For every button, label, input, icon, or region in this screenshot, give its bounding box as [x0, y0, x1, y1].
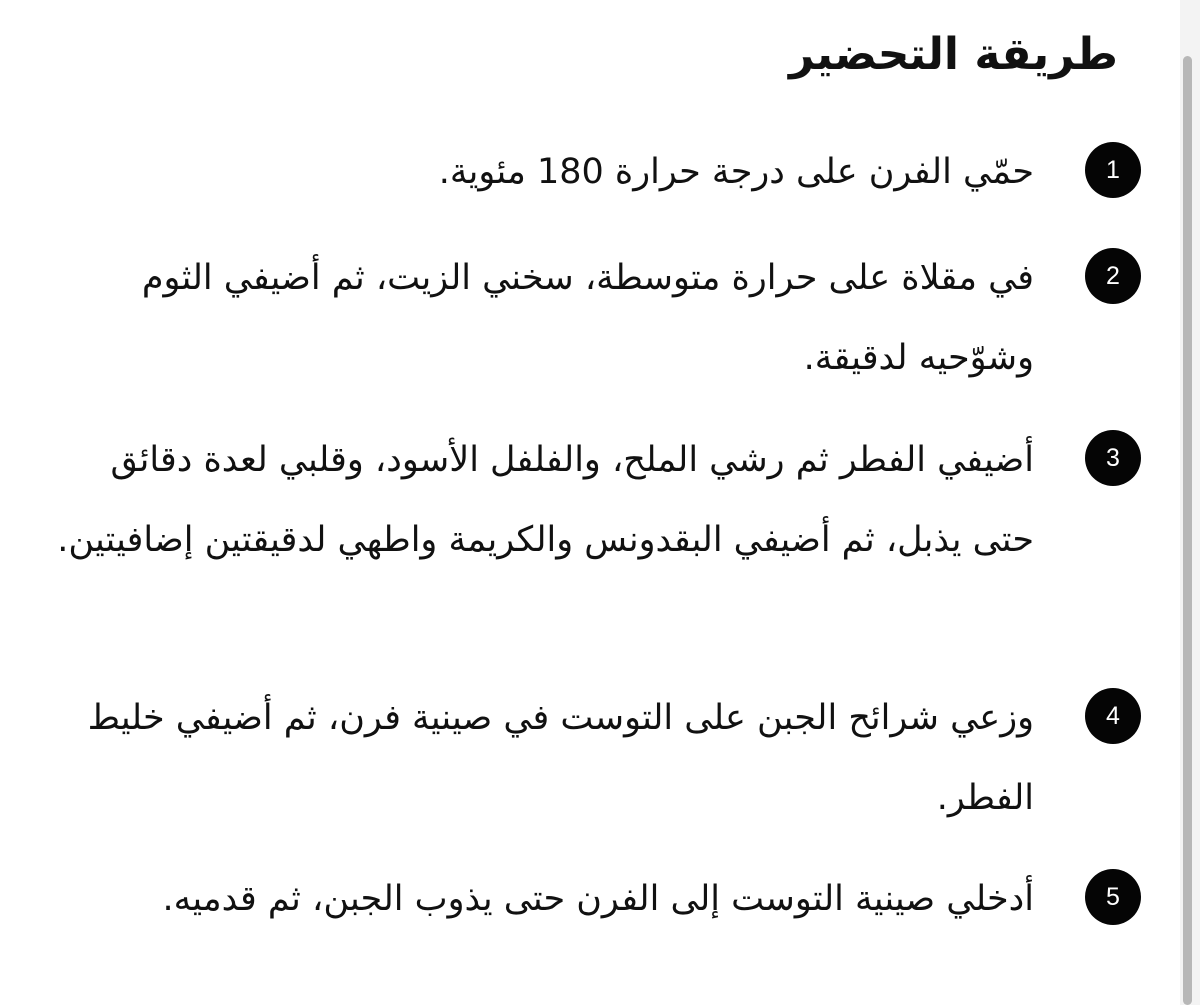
step-number: 4	[1085, 688, 1141, 744]
step-number: 3	[1085, 430, 1141, 486]
step-item	[0, 142, 1180, 192]
vertical-scrollbar[interactable]	[1180, 0, 1200, 1005]
page-title: طريقة التحضير	[789, 29, 1118, 80]
step-item	[0, 430, 1180, 560]
step-number: 5	[1085, 869, 1141, 925]
step-item	[0, 248, 1180, 378]
step-text: في مقلاة على حرارة متوسطة، سخني الزيت، ثم أضيفي الثوم وشوّحيه لدقيقة.	[141, 258, 1034, 378]
step-item	[0, 869, 1180, 919]
step-number: 2	[1085, 248, 1141, 304]
step-item	[0, 688, 1180, 818]
step-text: أدخلي صينية التوست إلى الفرن حتى يذوب الجبن، ثم قدميه.	[162, 879, 1034, 919]
step-text: وزعي شرائح الجبن على التوست في صينية فرن، ثم أضيفي خليط الفطر.	[87, 698, 1034, 818]
step-number: 1	[1085, 142, 1141, 198]
step-text: أضيفي الفطر ثم رشي الملح، والفلفل الأسود، وقلبي لعدة دقائق حتى يذبل، ثم أضيفي البقدونس والكريمة واطهي لدقيقتين إضافيتين.	[57, 440, 1034, 560]
scrollbar-thumb[interactable]	[1183, 56, 1192, 1005]
step-text: حمّي الفرن على درجة حرارة 180 مئوية.	[438, 152, 1034, 192]
